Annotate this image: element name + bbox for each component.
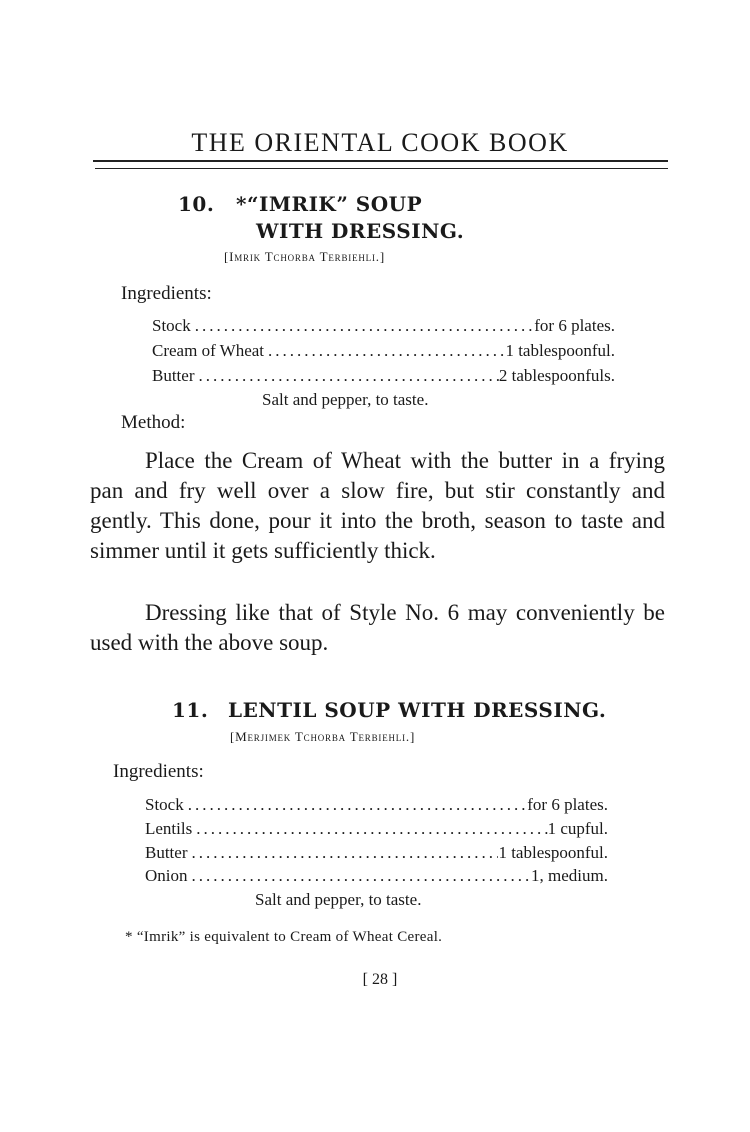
ingredient-amount: 1 tablespoonful.	[505, 341, 615, 360]
recipe-10-method-label: Method:	[121, 412, 186, 433]
recipe-10-title-line1: *“IMRIK” SOUP	[236, 192, 423, 216]
ingredient-name: Lentils	[145, 819, 193, 838]
recipe-11-subtitle: [Merjimek Tchorba Terbiehli.]	[230, 729, 416, 744]
ingredient-amount: 1, medium.	[531, 866, 608, 885]
running-head: THE ORIENTAL COOK BOOK	[191, 128, 569, 157]
leader-dots	[188, 843, 499, 863]
recipe-10-title-line2: WITH DRESSING.	[256, 219, 465, 243]
ingredient-name: Butter	[152, 366, 195, 385]
ingredient-row	[145, 795, 608, 815]
leader-dots	[264, 341, 505, 361]
ingredient-name: Cream of Wheat	[152, 341, 265, 360]
recipe-10-ingredients-label: Ingredients:	[121, 283, 212, 304]
ingredient-name: Stock	[152, 316, 191, 335]
header-rule-thin	[95, 168, 668, 169]
ingredient-name: Stock	[145, 795, 184, 814]
ingredient-amount: 2 tablespoonfuls.	[498, 366, 615, 385]
ingredient-amount: for 6 plates.	[527, 795, 608, 814]
recipe-10-number: 10.	[178, 192, 215, 216]
leader-dots	[184, 795, 528, 815]
page-number: [ 28 ]	[362, 971, 398, 988]
ingredient-name: Onion	[145, 866, 188, 885]
ingredient-row	[152, 316, 615, 336]
method-paragraph: Place the Cream of Wheat with the butter in a frying pan and fry well over a slow fire, but stir constantly and gently. This done, pour it into the broth, season to taste and simmer until it gets sufficiently thick.	[90, 448, 665, 563]
ingredient-amount: 1 tablespoonful.	[498, 843, 608, 862]
recipe-11-number: 11.	[172, 698, 209, 722]
ingredient-row	[152, 366, 615, 386]
header-rule-thick	[93, 160, 668, 162]
leader-dots	[188, 866, 532, 886]
ingredient-amount: for 6 plates.	[534, 316, 615, 335]
method-paragraph: Dressing like that of Style No. 6 may conveniently be used with the above soup.	[90, 600, 665, 655]
leader-dots	[191, 316, 535, 336]
ingredient-row	[145, 819, 608, 839]
recipe-10-subtitle: [Imrik Tchorba Terbiehli.]	[224, 249, 385, 264]
recipe-11-seasoning: Salt and pepper, to taste.	[255, 890, 422, 909]
leader-dots	[192, 819, 547, 839]
recipe-11-ingredients-label: Ingredients:	[113, 761, 204, 782]
leader-dots	[195, 366, 499, 386]
ingredient-row	[145, 866, 608, 886]
recipe-11-title: LENTIL SOUP WITH DRESSING.	[228, 698, 607, 722]
ingredient-name: Butter	[145, 843, 188, 862]
ingredient-amount: 1 cupful.	[547, 819, 608, 838]
recipe-10-seasoning: Salt and pepper, to taste.	[262, 390, 429, 409]
ingredient-row	[152, 341, 615, 361]
ingredient-row	[145, 843, 608, 863]
footnote: * “Imrik” is equivalent to Cream of Wheat Cereal.	[125, 929, 443, 945]
